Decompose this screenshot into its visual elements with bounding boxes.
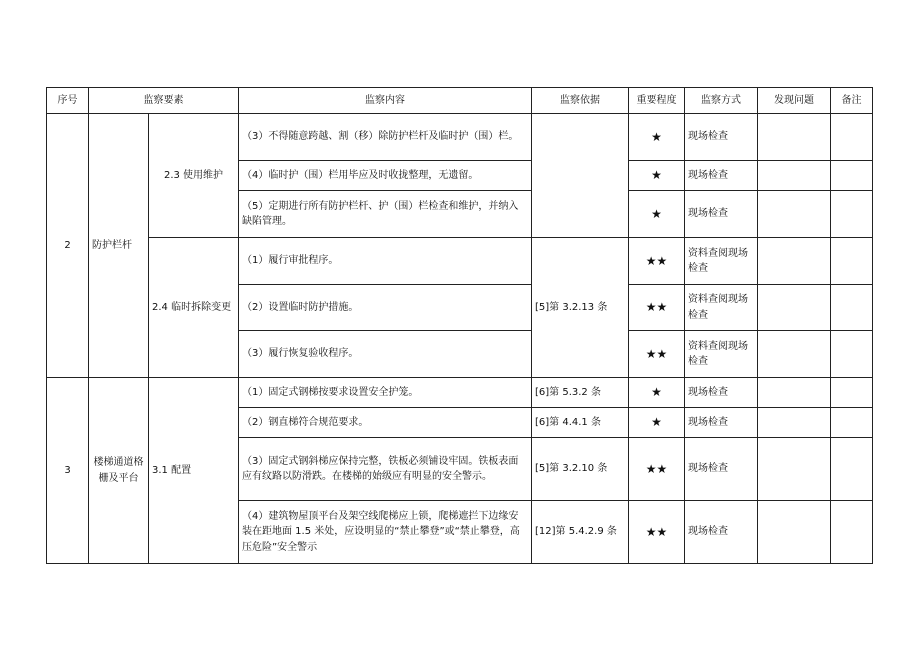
- row-basis: [5]第 3.2.10 条: [532, 438, 629, 501]
- row-basis: [12]第 5.4.2.9 条: [532, 501, 629, 564]
- row-method: 现场检查: [685, 501, 758, 564]
- row-content: （5）定期进行所有防护栏杆、护（围）栏检查和维护，并纳入缺陷管理。: [239, 191, 532, 238]
- row-method: 资料查阅现场检查: [685, 331, 758, 378]
- section-element: 防护栏杆: [89, 114, 149, 378]
- header-element: 监察要素: [89, 88, 239, 114]
- row-content: （1）履行审批程序。: [239, 238, 532, 285]
- row-method: 现场检查: [685, 408, 758, 438]
- row-remarks: [831, 285, 873, 331]
- row-remarks: [831, 114, 873, 161]
- row-content: （1）固定式钢梯按要求设置安全护笼。: [239, 378, 532, 408]
- section-number: 2: [47, 114, 89, 378]
- row-remarks: [831, 438, 873, 501]
- row-issues: [758, 501, 831, 564]
- row-content: （2）钢直梯符合规范要求。: [239, 408, 532, 438]
- row-content: （4）临时护（围）栏用毕应及时收拢整理，无遗留。: [239, 161, 532, 191]
- table-row: [47, 378, 873, 408]
- row-importance: ★★: [629, 501, 685, 564]
- row-importance: ★★: [629, 238, 685, 285]
- row-content: （2）设置临时防护措施。: [239, 285, 532, 331]
- section-number: 3: [47, 378, 89, 564]
- row-issues: [758, 285, 831, 331]
- row-method: 资料查阅现场检查: [685, 238, 758, 285]
- row-issues: [758, 408, 831, 438]
- row-remarks: [831, 378, 873, 408]
- subgroup-label: 2.3 使用维护: [149, 114, 239, 238]
- supervision-table: [46, 87, 873, 564]
- row-content: （3）固定式钢斜梯应保持完整，铁板必须铺设牢固。铁板表面应有纹路以防滑跌。在楼梯的始级应有明显的安全警示。: [239, 438, 532, 501]
- row-method: 现场检查: [685, 191, 758, 238]
- header-method: 监察方式: [685, 88, 758, 114]
- subgroup-label: 2.4 临时拆除变更: [149, 238, 239, 378]
- row-importance: ★: [629, 114, 685, 161]
- row-remarks: [831, 408, 873, 438]
- row-content: （3）履行恢复验收程序。: [239, 331, 532, 378]
- row-issues: [758, 438, 831, 501]
- row-remarks: [831, 238, 873, 285]
- header-importance: 重要程度: [629, 88, 685, 114]
- row-content: （3）不得随意跨越、割（移）除防护栏杆及临时护（围）栏。: [239, 114, 532, 161]
- row-importance: ★: [629, 408, 685, 438]
- row-importance: ★★: [629, 285, 685, 331]
- row-basis: [532, 114, 629, 238]
- row-method: 资料查阅现场检查: [685, 285, 758, 331]
- subgroup-label: 3.1 配置: [149, 378, 239, 564]
- header-row: [47, 88, 873, 114]
- row-importance: ★: [629, 161, 685, 191]
- header-basis: 监察依据: [532, 88, 629, 114]
- row-importance: ★: [629, 191, 685, 238]
- row-remarks: [831, 331, 873, 378]
- row-basis: [5]第 3.2.13 条: [532, 238, 629, 378]
- header-content: 监察内容: [239, 88, 532, 114]
- row-importance: ★: [629, 378, 685, 408]
- row-basis: [6]第 4.4.1 条: [532, 408, 629, 438]
- row-issues: [758, 161, 831, 191]
- row-issues: [758, 238, 831, 285]
- header-num: 序号: [47, 88, 89, 114]
- row-method: 现场检查: [685, 161, 758, 191]
- row-importance: ★★: [629, 331, 685, 378]
- header-issues: 发现问题: [758, 88, 831, 114]
- row-method: 现场检查: [685, 438, 758, 501]
- row-content: （4）建筑物屋顶平台及架空线爬梯应上锁，爬梯遮拦下边缘安装在距地面 1.5 米处，应设明显的“禁止攀登”或“禁止攀登，高压危险”安全警示: [239, 501, 532, 564]
- row-method: 现场检查: [685, 378, 758, 408]
- row-issues: [758, 191, 831, 238]
- row-issues: [758, 114, 831, 161]
- row-basis: [6]第 5.3.2 条: [532, 378, 629, 408]
- row-remarks: [831, 161, 873, 191]
- row-issues: [758, 378, 831, 408]
- table-row: [47, 114, 873, 161]
- row-importance: ★★: [629, 438, 685, 501]
- row-method: 现场检查: [685, 114, 758, 161]
- row-remarks: [831, 191, 873, 238]
- header-remarks: 备注: [831, 88, 873, 114]
- row-remarks: [831, 501, 873, 564]
- row-issues: [758, 331, 831, 378]
- section-element: 楼梯通道格栅及平台: [89, 378, 149, 564]
- table-row: [47, 238, 873, 285]
